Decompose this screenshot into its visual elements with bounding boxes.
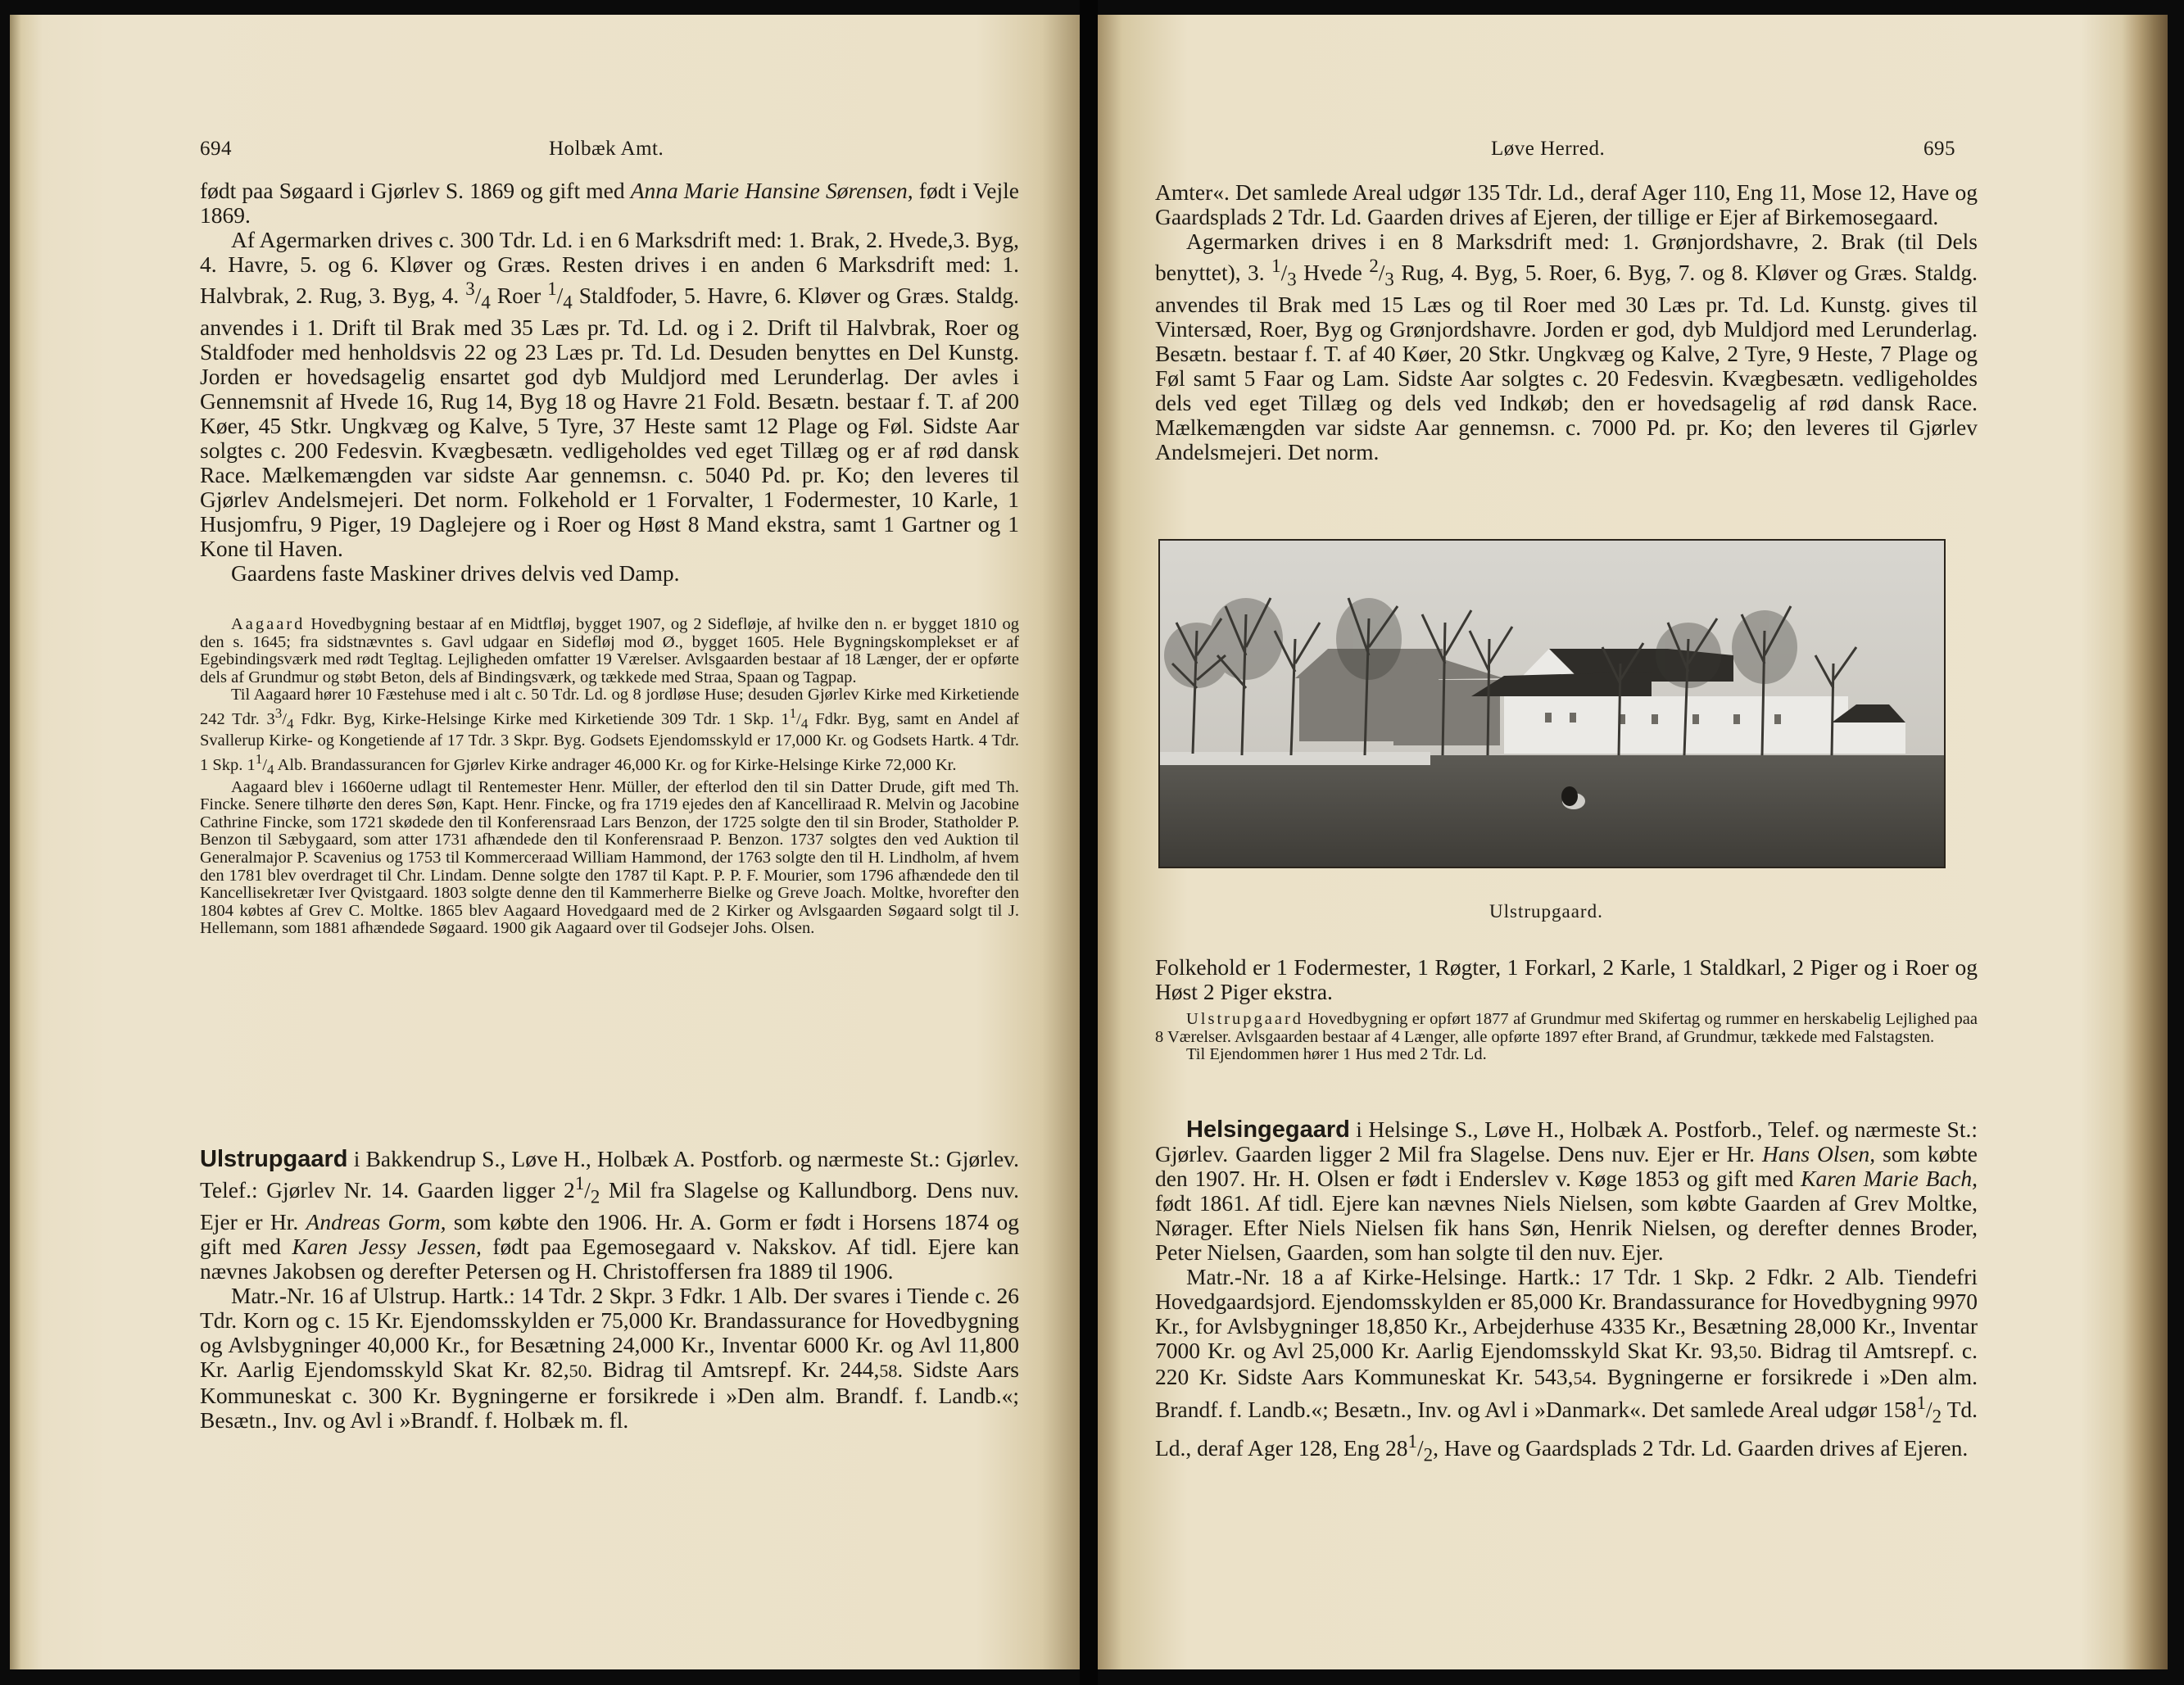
book-gutter bbox=[1080, 0, 1098, 1685]
right-after-photo-text bbox=[1155, 955, 1978, 1004]
helsingegaard-entry-paragraph: Helsingegaard i Helsinge S., Løve H., Holbæk A. Postforb., Telef. og nærmeste St.: Gjørlev. Gaarden ligger 2 Mil fra Slagelse. Dens nuv. Ejer er Hr. Hans Olsen, som købte den 1907. Hr. H. Olsen er født i Enderslev v. Køge 1853 og gift med Karen Marie Bach, født 1861. Af tidl. Ejere kan nævnes Niels Nielsen, som købte Gaarden af Grev Moltke, Nørager. Efter Niels Nielsen fik hans Søn, Henrik Nielsen, og derefter dennes Broder, Peter Nielsen, Gaarden, som han solgte til den nuv. Ejer. bbox=[1155, 1117, 1978, 1265]
right-small-paragraph: Ulstrupgaard Hovedbygning er opført 1877 af Grundmur med Skifertag og rummer en herskabelig Lejlighed paa 8 Værelser. Avlsgaarden bestaar af 4 Længer, alle opførte 1897 efter Brand, af Grundmur, tækkede med Falstagsten. bbox=[1155, 1010, 1978, 1046]
right-page-number: 695 bbox=[1923, 138, 1955, 160]
left-main-paragraph: født paa Søgaard i Gjørlev S. 1869 og gift med Anna Marie Hansine Sørensen, født i Vejle 1869. bbox=[200, 178, 1019, 228]
left-small-paragraph: Aagaard blev i 1660erne udlagt til Rentemester Henr. Müller, der efterlod den til sin Datter Drude, gift med Th. Fincke. Senere tilhørte den deres Søn, Kapt. Henr. Fincke, og fra 1719 ejedes den af Kancelliraad R. Melvin og Jacobine Cathrine Fincke, som 1721 skødede den til Konferensraad Lars Benzon, der 1725 solgte den til sin Broder, Statholder P. Benzon til Sæbygaard, som atter 1731 afhændede den til Konferensraad P. Benzon. 1737 solgtes den ved Auktion til Generalmajor P. Scavenius og 1753 til Kommerceraad William Hammond, der 1763 solgte den til H. Lindholm, af hvem den 1781 blev overdraget til Chr. Lindam. Denne solgte den 1787 til Kapt. P. P. F. Mourier, som 1796 afhændede den til Kancellisekretær Iver Qvistgaard. 1803 solgte denne den til Kammerherre Bielke og Greve Joach. Moltke, hvorefter den 1804 købtes af Grev C. Moltke. 1865 blev Aagaard Hovedgaard med de 2 Kirker og Avlsgaarden Søgaard solgt til J. Hellemann, som 1881 afhændede Søgaard. 1900 gik Aagaard over til Godsejer Johs. Olsen. bbox=[200, 777, 1019, 938]
ulstrupgaard-entry-paragraph: Matr.-Nr. 16 af Ulstrup. Hartk.: 14 Tdr. 2 Skpr. 3 Fdkr. 1 Alb. Der svares i Tiende c. 26 Tdr. Korn og c. 15 Kr. Ejendomsskylden er 75,000 Kr. Brandassurance for Hovedbygning og Avlsbygninger 40,000 Kr., for Besætning 24,000 Kr., Inventar 6000 Kr. og Avl 11,800 Kr. Aarlig Ejendomsskyld Skat Kr. 82,50. Bidrag til Amtsrepf. Kr. 244,58. Sidste Aars Kommuneskat c. 300 Kr. Bygningerne er forsikrede i »Den alm. Brandf. f. Landb.«; Besætn., Inv. og Avl i »Brandf. f. Holbæk m. fl. bbox=[200, 1282, 1019, 1433]
farm-photograph bbox=[1158, 539, 1946, 868]
left-entry-text bbox=[200, 1147, 1019, 1433]
helsingegaard-entry-paragraph: Matr.-Nr. 18 a af Kirke-Helsinge. Hartk.: 17 Tdr. 1 Skp. 2 Fdkr. 2 Alb. Tiendefri Hovedgaardsjord. Ejendomsskylden er 85,000 Kr. Brandassurance for Hovedbygning 9970 Kr., for Avlsbygninger 18,850 Kr., Arbejderhuse 4335 Kr., Besætning 28,000 Kr., Inventar 7000 Kr. og Avl 25,000 Kr. Aarlig Ejendomsskyld Skat Kr. 93,50. Bidrag til Amtsrepf. c. 220 Kr. Sidste Aars Kommuneskat Kr. 543,54. Bygningerne er forsikrede i »Den alm. Brandf. f. Landb.«; Besætn., Inv. og Avl i »Danmark«. Det samlede Areal udgør $158^1/_2$ Td. Ld., deraf Ager 128, Eng $28^1/_2$, Have og Gaardsplads 2 Tdr. Ld. Gaarden drives af Ejeren. bbox=[1155, 1264, 1978, 1465]
left-main-paragraph: Gaardens faste Maskiner drives delvis ved Damp. bbox=[231, 559, 680, 586]
right-page bbox=[1098, 15, 2168, 1669]
right-main-text bbox=[1155, 180, 1978, 464]
entry-title-ulstrupgaard: Ulstrupgaard bbox=[200, 1146, 348, 1172]
right-small-text bbox=[1155, 1011, 1978, 1064]
left-page-number: 694 bbox=[200, 138, 232, 160]
right-small-paragraph: Til Ejendommen hører 1 Hus med 2 Tdr. Ld. bbox=[1186, 1045, 1487, 1064]
left-main-text bbox=[200, 179, 1019, 586]
left-main-paragraph: Af Agermarken drives c. 300 Tdr. Ld. i en 6 Marksdrift med: 1. Brak, 2. Hvede,3. Byg, 4. Havre, 5. og 6. Kløver og Græs. Resten drives i en anden 6 Marksdrift med: 1. Halvbrak, 2. Rug, 3. Byg, 4. $^3/_4$ Roer $^1/_4$ Staldfoder, 5. Havre, 6. Kløver og Græs. Staldg. anvendes i 1. Drift til Brak med 35 Læs pr. Td. Ld. og i 2. Drift til Halvbrak, Roer og Staldfoder med henholdsvis 22 og 23 Læs pr. Td. Ld. Desuden benyttes en Del Kunstg. Jorden er hovedsagelig ensartet god dyb Muldjord med Lerunderlag. Der avles i Gennemsnit af Hvede 16, Rug 14, Byg 18 og Havre 21 Fold. Besætn. bestaar f. T. af 200 Køer, 45 Stkr. Ungkvæg og Kalve, 5 Tyre, 37 Heste samt 12 Plage og Føl. Sidste Aar solgtes c. 200 Fedesvin. Kvægbesætn. vedligeholdes ved eget Tillæg og er af rød dansk Race. Mælkemængden var sidste Aar gennemsn. c. 5040 Pd. pr. Ko; den leveres til Gjørlev Andelsmejeri. Det norm. Folkehold er 1 Forvalter, 1 Fodermester, 10 Karle, 1 Husjomfru, 9 Piger, 19 Daglejere og i Roer og Høst 8 Mand ekstra, samt 1 Gartner og 1 Kone til Haven. bbox=[200, 227, 1019, 561]
right-entry-text bbox=[1155, 1117, 1978, 1467]
left-small-paragraph: Til Aagaard hører 10 Fæstehuse med i alt c. 50 Tdr. Ld. og 8 jordløse Huse; desuden Gjørlev Kirke med Kirketiende 242 Tdr. $3^3/_4$ Fdkr. Byg, Kirke-Helsinge Kirke med Kirketiende 309 Tdr. 1 Skp. $1^1/_4$ Fdkr. Byg, samt en Andel af Svallerup Kirke- og Kongetiende af 17 Tdr. 3 Skpr. Byg. Godsets Ejendomsskyld er 17,000 Kr. og Godsets Hartk. 4 Tdr. 1 Skp. $1^1/_4$ Alb. Brandassurancen for Gjørlev Kirke andrager 46,000 Kr. og for Kirke-Helsinge Kirke 72,000 Kr. bbox=[200, 686, 1019, 777]
left-running-head: Holbæk Amt. bbox=[549, 138, 664, 160]
entry-title-helsingegaard: Helsingegaard bbox=[1186, 1117, 1350, 1143]
photo-caption: Ulstrupgaard. bbox=[1489, 901, 1603, 922]
right-after-photo-paragraph: Folkehold er 1 Fodermester, 1 Røgter, 1 Forkarl, 2 Karle, 1 Staldkarl, 2 Piger og i Roer og Høst 2 Piger ekstra. bbox=[1155, 954, 1978, 1004]
left-page bbox=[10, 15, 1080, 1669]
right-main-paragraph: Agermarken drives i en 8 Marksdrift med: 1. Grønjordshavre, 2. Brak (til Dels benyttet), 3. $^1/_3$ Hvede $^2/_3$ Rug, 4. Byg, 5. Roer, 6. Byg, 7. og 8. Kløver og Græs. Staldg. anvendes til Brak med 15 Læs og til Roer med 30 Læs pr. Td. Ld. Kunstg. gives til Vintersæd, Roer, Byg og Grønjordshavre. Jorden er god, dyb Muldjord med Lerunderlag. Besætn. bestaar f. T. af 40 Køer, 20 Stkr. Ungkvæg og Kalve, 2 Tyre, 9 Heste, 7 Plage og Føl samt 5 Faar og Lam. Sidste Aar solgtes c. 20 Fedesvin. Kvægbesætn. vedligeholdes dels ved eget Tillæg og dels ved Indkøb; den er hovedsagelig af rød dansk Race. Mælkemængden var sidste Aar gennemsn. c. 7000 Pd. pr. Ko; den leveres til Gjørlev Andelsmejeri. Det norm. bbox=[1155, 229, 1978, 464]
right-running-head: Løve Herred. bbox=[1491, 138, 1606, 160]
left-small-text bbox=[200, 616, 1019, 938]
right-main-paragraph: Amter«. Det samlede Areal udgør 135 Tdr. Ld., deraf Ager 110, Eng 11, Mose 12, Have og Gaardsplads 2 Tdr. Ld. Gaarden drives af Ejeren, der tillige er Ejer af Birkemosegaard. bbox=[1155, 179, 1978, 229]
farm-photo-illustration bbox=[1160, 541, 1944, 867]
ulstrupgaard-entry-paragraph: Ulstrupgaard i Bakkendrup S., Løve H., Holbæk A. Postforb. og nærmeste St.: Gjørlev. Telef.: Gjørlev Nr. 14. Gaarden ligger $2^1/_2$ Mil fra Slagelse og Kallundborg. Dens nuv. Ejer er Hr. Andreas Gorm, som købte den 1906. Hr. A. Gorm er født i Horsens 1874 og gift med Karen Jessy Jessen, født paa Egemosegaard v. Nakskov. Af tidl. Ejere kan nævnes Jakobsen og derefter Petersen og H. Christoffersen fra 1889 til 1906. bbox=[200, 1146, 1019, 1284]
left-small-paragraph: Aagaard Hovedbygning bestaar af en Midtfløj, bygget 1907, og 2 Sidefløje, af hvilke den n. er bygget 1810 og den s. 1645; fra sidstnævntes s. Gavl udgaar en Sidefløj mod Ø., bygget 1605. Hele Bygningskomplekset er af Egebindingsværk med rødt Tegltag. Lejligheden omfatter 19 Værelser. Avlsgaarden bestaar af 18 Længer, der er opførte dels af Grundmur og støbt Beton, dels af Bindingsværk, og tækkede med Straa, Spaan og Tagpap. bbox=[200, 615, 1019, 686]
